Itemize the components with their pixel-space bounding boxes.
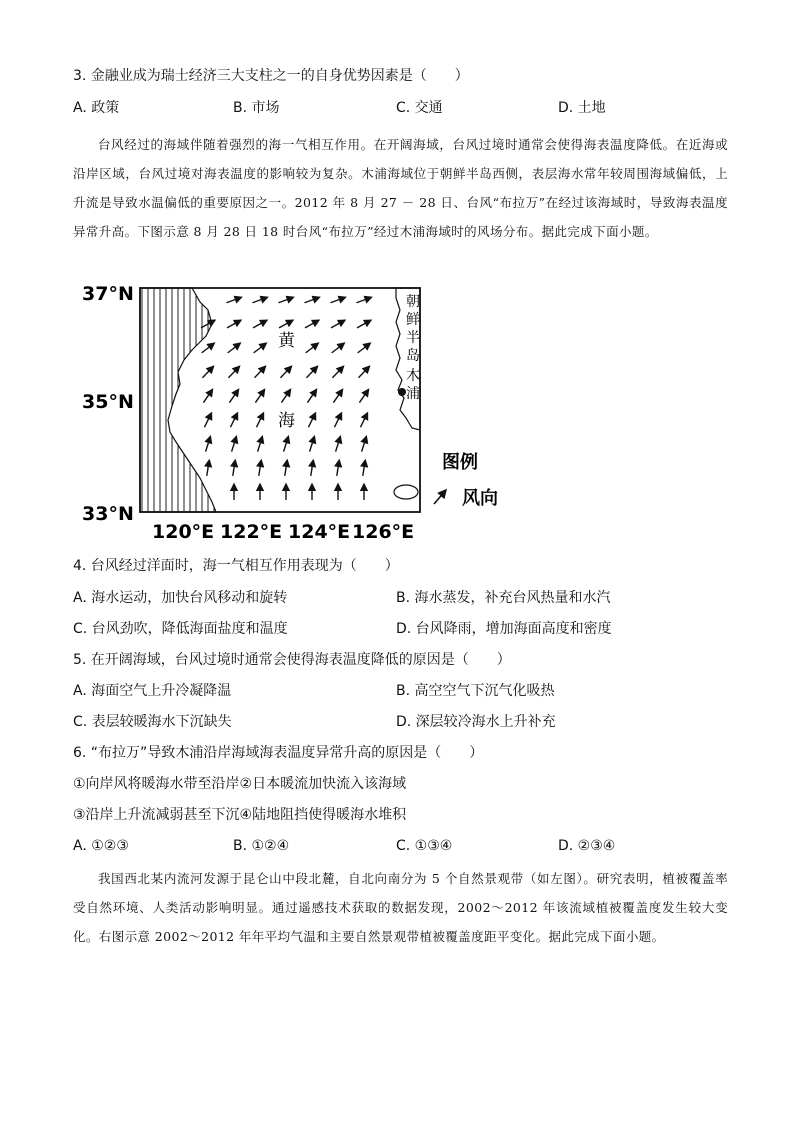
passage-typhoon: 台风经过的海域伴随着强烈的海一气相互作用。在开阔海域，台风过境时通常会使得海表温度降低。在近海或沿岸区域，台风过境对海表温度的影响较为复杂。木浦海域位于朝鲜半岛西侧，表层海水常年较周围海域偏低，上升流是导致水温偏低的重要原因之一。2012 年 8 月 27 － 28 日、台风“布拉万”在经过该海域时，导致海表温度异常升高。下图示意 8 月 28 日 18 时台风“布拉万”经过木浦海域时的风场分布。据此完成下面小题。 [73,137,728,239]
q3-option-a[interactable]: A. 政策 [73,100,120,116]
wind-arrow-icon [281,389,290,402]
wind-arrow-icon [233,460,235,476]
q6-option-a[interactable]: A. ①②③ [73,838,129,854]
wind-arrow-icon [284,436,289,451]
wind-arrow-icon [256,413,263,427]
mokpo-label-1: 木 [406,368,420,384]
wind-arrow-icon [229,389,238,402]
wind-arrow-icon [285,460,287,476]
q4-option-d[interactable]: D. 台风降雨，增加海面高度和密度 [396,621,612,637]
wind-arrow-icon [336,436,341,451]
q6-option-d[interactable]: D. ②③④ [558,838,616,854]
wind-arrow-icon [254,343,267,353]
wind-arrow-icon [331,320,345,328]
wind-arrow-icon [252,297,267,302]
wind-arrow-icon [226,297,241,302]
q3-option-d[interactable]: D. 土地 [558,100,606,116]
wind-arrow-icon [332,343,345,353]
wind-field-map [80,280,530,545]
wind-arrow-icon [254,366,265,378]
lon-label-120: 120°E [152,521,215,543]
lon-label-124: 124°E [288,521,351,543]
lon-label-122: 122°E [220,521,283,543]
q4-option-c[interactable]: C. 台风劲吹，降低海面盐度和温度 [73,621,288,637]
wind-arrow-icon [363,460,365,476]
wind-arrow-icon [304,297,319,302]
q5-option-c[interactable]: C. 表层较暖海水下沉缺失 [73,714,232,730]
wind-arrow-icon [230,413,237,427]
wind-arrow-icon [330,297,345,302]
legend-title: 图例 [442,452,478,473]
wind-arrow-icon [360,413,367,427]
question-5-stem: 5. 在开阔海域，台风过境时通常会使得海表温度降低的原因是（ ） [73,652,511,668]
wind-arrow-icon [232,436,237,451]
wind-arrow-icon [278,297,293,302]
lat-label-33: 33°N [82,503,134,525]
wind-arrow-icon [306,343,319,353]
wind-arrow-icon [255,389,264,402]
wind-arrow-icon [306,366,317,378]
q6-items-line-2: ③沿岸上升流减弱甚至下沉④陆地阻挡使得暖海水堆积 [73,807,407,823]
wind-arrow-icon [356,297,371,302]
wind-arrow-icon [358,343,371,353]
question-6-stem: 6. “布拉万”导致木浦沿岸海域海表温度异常升高的原因是（ ） [73,745,484,761]
wind-arrow-icon [279,320,293,328]
mokpo-label-2: 浦 [406,386,420,402]
peninsula-label-3: 半 [406,330,420,346]
wind-arrow-icon [333,389,342,402]
wind-arrow-icon [207,460,209,476]
passage-inland-river: 我国西北某内流河发源于昆仑山中段北麓，自北向南分为 5 个自然景观带（如左图）。研究表明，植被覆盖率受自然环境、人类活动影响明显。通过遥感技术获取的数据发现，2002～2012 年该流域植被覆盖度发生较大变化。右图示意 2002～2012 年年平均气温和主要自然景观带植被覆盖度距平变化。据此完成下面小题。 [73,871,728,944]
wind-arrow-icon [305,320,319,328]
wind-arrow-icon [362,436,367,451]
wind-arrow-icon [228,366,239,378]
lat-label-37: 37°N [82,283,134,305]
wind-arrow-icon [280,366,291,378]
q3-option-b[interactable]: B. 市场 [233,100,280,116]
wind-arrow-icon [253,320,267,328]
wind-arrow-icon [337,460,339,476]
peninsula-label-2: 鲜 [406,312,420,328]
mokpo-city-dot [398,388,406,396]
wind-arrow-icon [203,389,212,402]
q5-option-a[interactable]: A. 海面空气上升冷凝降温 [73,683,232,699]
lat-label-35: 35°N [82,391,134,413]
wind-arrow-icon [434,490,446,504]
wind-arrow-icon [307,389,316,402]
q5-option-d[interactable]: D. 深层较冷海水上升补充 [396,714,556,730]
wind-arrow-icon [310,436,315,451]
q3-option-c[interactable]: C. 交通 [396,100,443,116]
wind-arrow-icon [258,436,263,451]
wind-arrow-icon [202,343,215,353]
peninsula-label-4: 岛 [406,348,420,364]
wind-arrow-icon [206,436,211,451]
jeju-island [394,485,418,499]
wind-arrow-icon [332,366,343,378]
wind-arrow-icon [227,320,241,328]
q6-items-line-1: ①向岸风将暖海水带至沿岸②日本暖流加快流入该海域 [73,776,407,792]
question-4-stem: 4. 台风经过洋面时，海一气相互作用表现为（ ） [73,558,399,574]
wind-arrow-icon [359,389,368,402]
question-3-stem: 3. 金融业成为瑞士经济三大支柱之一的自身优势因素是（ ） [73,68,469,84]
wind-arrow-icon [204,413,211,427]
q4-option-b[interactable]: B. 海水蒸发，补充台风热量和水汽 [396,590,611,606]
legend-wind-direction: 风向 [462,488,498,509]
wind-arrow-icon [358,366,369,378]
wind-arrow-icon [357,320,371,328]
q5-option-b[interactable]: B. 高空空气下沉气化吸热 [396,683,555,699]
wind-arrow-icon [228,343,241,353]
wind-arrow-icon [334,413,341,427]
q6-option-c[interactable]: C. ①③④ [396,838,453,854]
lon-label-126: 126°E [352,521,415,543]
q6-option-b[interactable]: B. ①②④ [233,838,290,854]
wind-arrows-group [201,297,372,500]
peninsula-label-1: 朝 [406,294,420,310]
q4-option-a[interactable]: A. 海水运动，加快台风移动和旋转 [73,590,288,606]
wind-arrow-icon [308,413,315,427]
sea-name-sea: 海 [278,411,295,431]
wind-arrow-icon [311,460,313,476]
wind-arrow-icon [202,366,213,378]
sea-name-yellow: 黄 [278,331,295,351]
wind-arrow-icon [259,460,261,476]
